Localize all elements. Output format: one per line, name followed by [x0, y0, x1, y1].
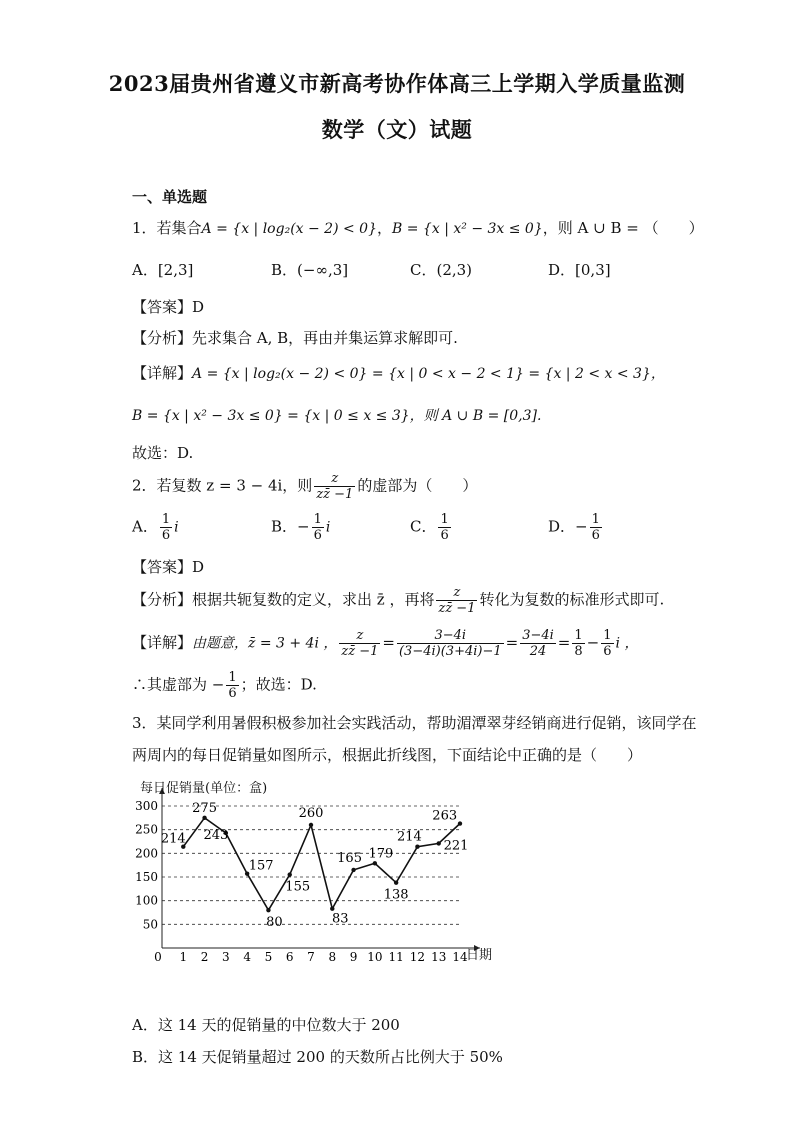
q3-option-a: A．这 14 天的促销量的中位数大于 200 [132, 1016, 400, 1034]
q1-detail-line2 [132, 405, 541, 425]
q3-option-b: B．这 14 天促销量超过 200 的天数所占比例大于 50% [132, 1048, 503, 1066]
question-3-stem-line2: 两周内的每日促销量如图所示，根据此折线图，下面结论中正确的是（ ） [132, 746, 643, 764]
equals-sign: = [382, 633, 395, 652]
fraction-numerator: z [436, 585, 477, 601]
analysis-text-suffix: 转化为复数的标准形式即可. [479, 590, 665, 609]
option-sign: − [575, 517, 588, 536]
option-tail: i [174, 519, 179, 536]
q1-detail-line1 [132, 362, 665, 383]
document-subtitle: 数学（文）试题 [321, 117, 473, 142]
data-point [415, 845, 419, 849]
x-tick-label: 1 [179, 950, 188, 964]
answer-value: D [192, 558, 205, 576]
data-label: 260 [298, 805, 324, 821]
y-tick-label: 200 [135, 846, 158, 861]
fraction-denominator: 6 [161, 528, 171, 543]
q2-fraction [314, 471, 355, 502]
fraction-numerator: 1 [440, 512, 449, 527]
x-tick-label: 4 [243, 950, 251, 964]
q2-stem-suffix: 的虚部为（ ） [357, 476, 478, 495]
q2-option-b [271, 512, 330, 543]
data-label: 165 [337, 850, 362, 866]
x-tick-label: 13 [431, 950, 447, 964]
data-label: 83 [332, 911, 349, 927]
option-fraction [312, 512, 324, 543]
x-tick-label: 9 [349, 950, 358, 964]
data-point [458, 821, 462, 825]
data-label: 157 [248, 858, 274, 874]
equals-sign: = [505, 633, 519, 652]
analysis-text: 先求集合 A, B，再由并集运算求解即可. [192, 329, 458, 347]
x-tick-label: 7 [307, 950, 315, 964]
option-fraction [438, 512, 450, 543]
data-label: 155 [285, 879, 311, 895]
detail-fraction-4 [572, 628, 584, 659]
x-tick-label: 8 [328, 950, 337, 964]
fraction-denominator: 6 [313, 528, 322, 543]
equals-sign: = [557, 633, 571, 652]
detail-fraction-3 [520, 628, 556, 659]
data-label: 80 [266, 915, 283, 931]
y-tick-label: 300 [135, 799, 158, 813]
x-tick-label: 6 [285, 950, 294, 964]
fraction-denominator: 24 [529, 644, 547, 659]
detail-fraction-1 [339, 628, 380, 659]
x-tick-label: 14 [452, 950, 468, 964]
data-label: 275 [192, 800, 217, 816]
fraction-numerator: 1 [574, 628, 583, 643]
fraction-denominator: (3−4i)(3+4i)−1 [398, 644, 502, 659]
data-point [202, 816, 206, 820]
data-point [351, 868, 355, 872]
q1-set-a: A = {x | log₂(x − 2) < 0} [201, 221, 377, 237]
data-point [373, 861, 377, 865]
minus-sign: − [586, 633, 600, 652]
x-tick-label: 11 [388, 950, 404, 964]
y-axis-label: 每日促销量(单位：盒) [140, 781, 268, 796]
y-tick-label: 100 [135, 893, 158, 908]
conclusion-suffix: ；故选：D. [240, 675, 317, 694]
fraction-numerator: z [339, 628, 380, 644]
q1-option-c: C．(2,3) [410, 261, 473, 279]
detail-text: B = {x | x² − 3x ≤ 0} = {x | 0 ≤ x ≤ 3}，则 A ∪ B = [0,3]. [132, 408, 542, 424]
fraction-denominator: zz̄ −1 [316, 487, 354, 502]
q1-set-b: B = {x | x² − 3x ≤ 0} [392, 221, 543, 237]
q1-option-b: B．(−∞,3] [271, 261, 349, 279]
detail-fraction-2 [397, 628, 504, 659]
q2-option-d [548, 512, 604, 543]
data-label: 214 [160, 831, 186, 847]
answer-value: D [192, 298, 205, 316]
analysis-tag: 【分析】 [132, 329, 193, 347]
x-tick-label: 2 [200, 950, 209, 964]
q2-option-c [410, 512, 453, 543]
data-label: 263 [432, 808, 458, 824]
q1-stem-prefix: 1．若集合 [132, 219, 202, 237]
x-tick-label: 10 [367, 950, 383, 964]
q1-option-a: A．[2,3] [132, 261, 194, 279]
fraction-denominator: zz̄ −1 [438, 601, 476, 616]
detail-text: A = {x | log₂(x − 2) < 0} = {x | 0 < x − 2 < 1} = {x | 2 < x < 3}， [192, 366, 665, 382]
option-fraction [160, 512, 172, 543]
x-tick-label: 12 [409, 950, 426, 964]
section-title: 一、单选题 [132, 188, 208, 206]
detail-tail: i ， [615, 635, 639, 652]
x-tick-label: 5 [264, 950, 273, 964]
data-point [266, 908, 270, 912]
question-2-stem [132, 471, 477, 502]
answer-tag: 【答案】 [132, 298, 193, 316]
x-axis-label: 日期 [466, 948, 493, 963]
detail-text: 由题意，z̄ = 3 + 4i ， [192, 635, 338, 652]
option-label: A． [132, 517, 158, 536]
fraction-numerator: z [314, 471, 355, 487]
analysis-fraction [436, 585, 477, 616]
y-tick-label: 50 [142, 917, 158, 932]
data-label: 221 [443, 838, 469, 854]
x-tick-label: 0 [154, 950, 162, 964]
option-label: C． [410, 517, 437, 536]
fraction-numerator: 1 [313, 512, 322, 527]
q1-analysis [132, 327, 458, 348]
fraction-numerator: 3−4i [522, 628, 554, 643]
fraction-numerator: 1 [591, 512, 600, 527]
detail-tag: 【详解】 [132, 633, 193, 652]
data-label: 243 [203, 827, 229, 843]
detail-tag: 【详解】 [132, 364, 193, 382]
fraction-numerator: 1 [228, 670, 237, 685]
option-tail: i [325, 519, 331, 536]
q1-conclusion: 故选：D. [132, 444, 194, 462]
data-point [288, 872, 292, 876]
fraction-denominator: 6 [228, 686, 237, 701]
q2-option-a [132, 512, 179, 543]
data-label: 138 [383, 887, 409, 903]
analysis-text: 根据共轭复数的定义，求出 z̄ ，再将 [192, 590, 435, 609]
data-point [437, 841, 441, 845]
data-point [330, 907, 334, 911]
detail-fraction-5 [601, 628, 613, 659]
fraction-denominator: 6 [440, 528, 449, 543]
fraction-numerator: 1 [161, 512, 171, 527]
fraction-numerator: 3−4i [397, 628, 504, 644]
analysis-tag: 【分析】 [132, 590, 193, 609]
fraction-denominator: 8 [574, 644, 583, 659]
q2-analysis [132, 585, 664, 616]
q2-answer [132, 556, 204, 577]
fraction-numerator: 1 [603, 628, 612, 643]
conclusion-text: ∴其虚部为 − [132, 675, 225, 694]
conclusion-fraction [226, 670, 238, 701]
fraction-denominator: 6 [603, 644, 612, 659]
fraction-denominator: 6 [591, 528, 600, 543]
fraction-denominator: zz̄ −1 [341, 644, 379, 659]
question-1-stem: 1．若集合A = {x | log₂(x − 2) < 0}，B = {x | x² − 3x ≤ 0}，则 A ∪ B = （ ） [132, 219, 704, 237]
q2-detail [132, 628, 638, 659]
document-title: 2023届贵州省遵义市新高考协作体高三上学期入学质量监测 [108, 71, 686, 96]
question-3-stem-line1: 3．某同学利用暑假积极参加社会实践活动，帮助湄潭翠芽经销商进行促销，该同学在 [132, 714, 697, 732]
q1-answer [132, 296, 204, 317]
y-tick-label: 250 [135, 822, 158, 837]
sales-line-chart [130, 772, 510, 972]
data-label: 179 [368, 846, 394, 862]
q2-stem-prefix: 2．若复数 z = 3 − 4i，则 [132, 476, 313, 495]
q1-stem-suffix: ，则 A ∪ B = （ ） [542, 219, 704, 237]
data-point [309, 823, 313, 827]
data-label: 214 [397, 829, 422, 845]
option-label: D． [548, 517, 576, 536]
data-point [394, 880, 398, 884]
option-fraction [590, 512, 602, 543]
option-sign: − [297, 517, 310, 536]
q1-option-d: D．[0,3] [548, 261, 611, 279]
q2-conclusion [132, 670, 317, 701]
option-label: B． [271, 517, 298, 536]
y-tick-label: 150 [135, 870, 158, 884]
x-tick-label: 3 [222, 950, 230, 964]
answer-tag: 【答案】 [132, 558, 193, 576]
